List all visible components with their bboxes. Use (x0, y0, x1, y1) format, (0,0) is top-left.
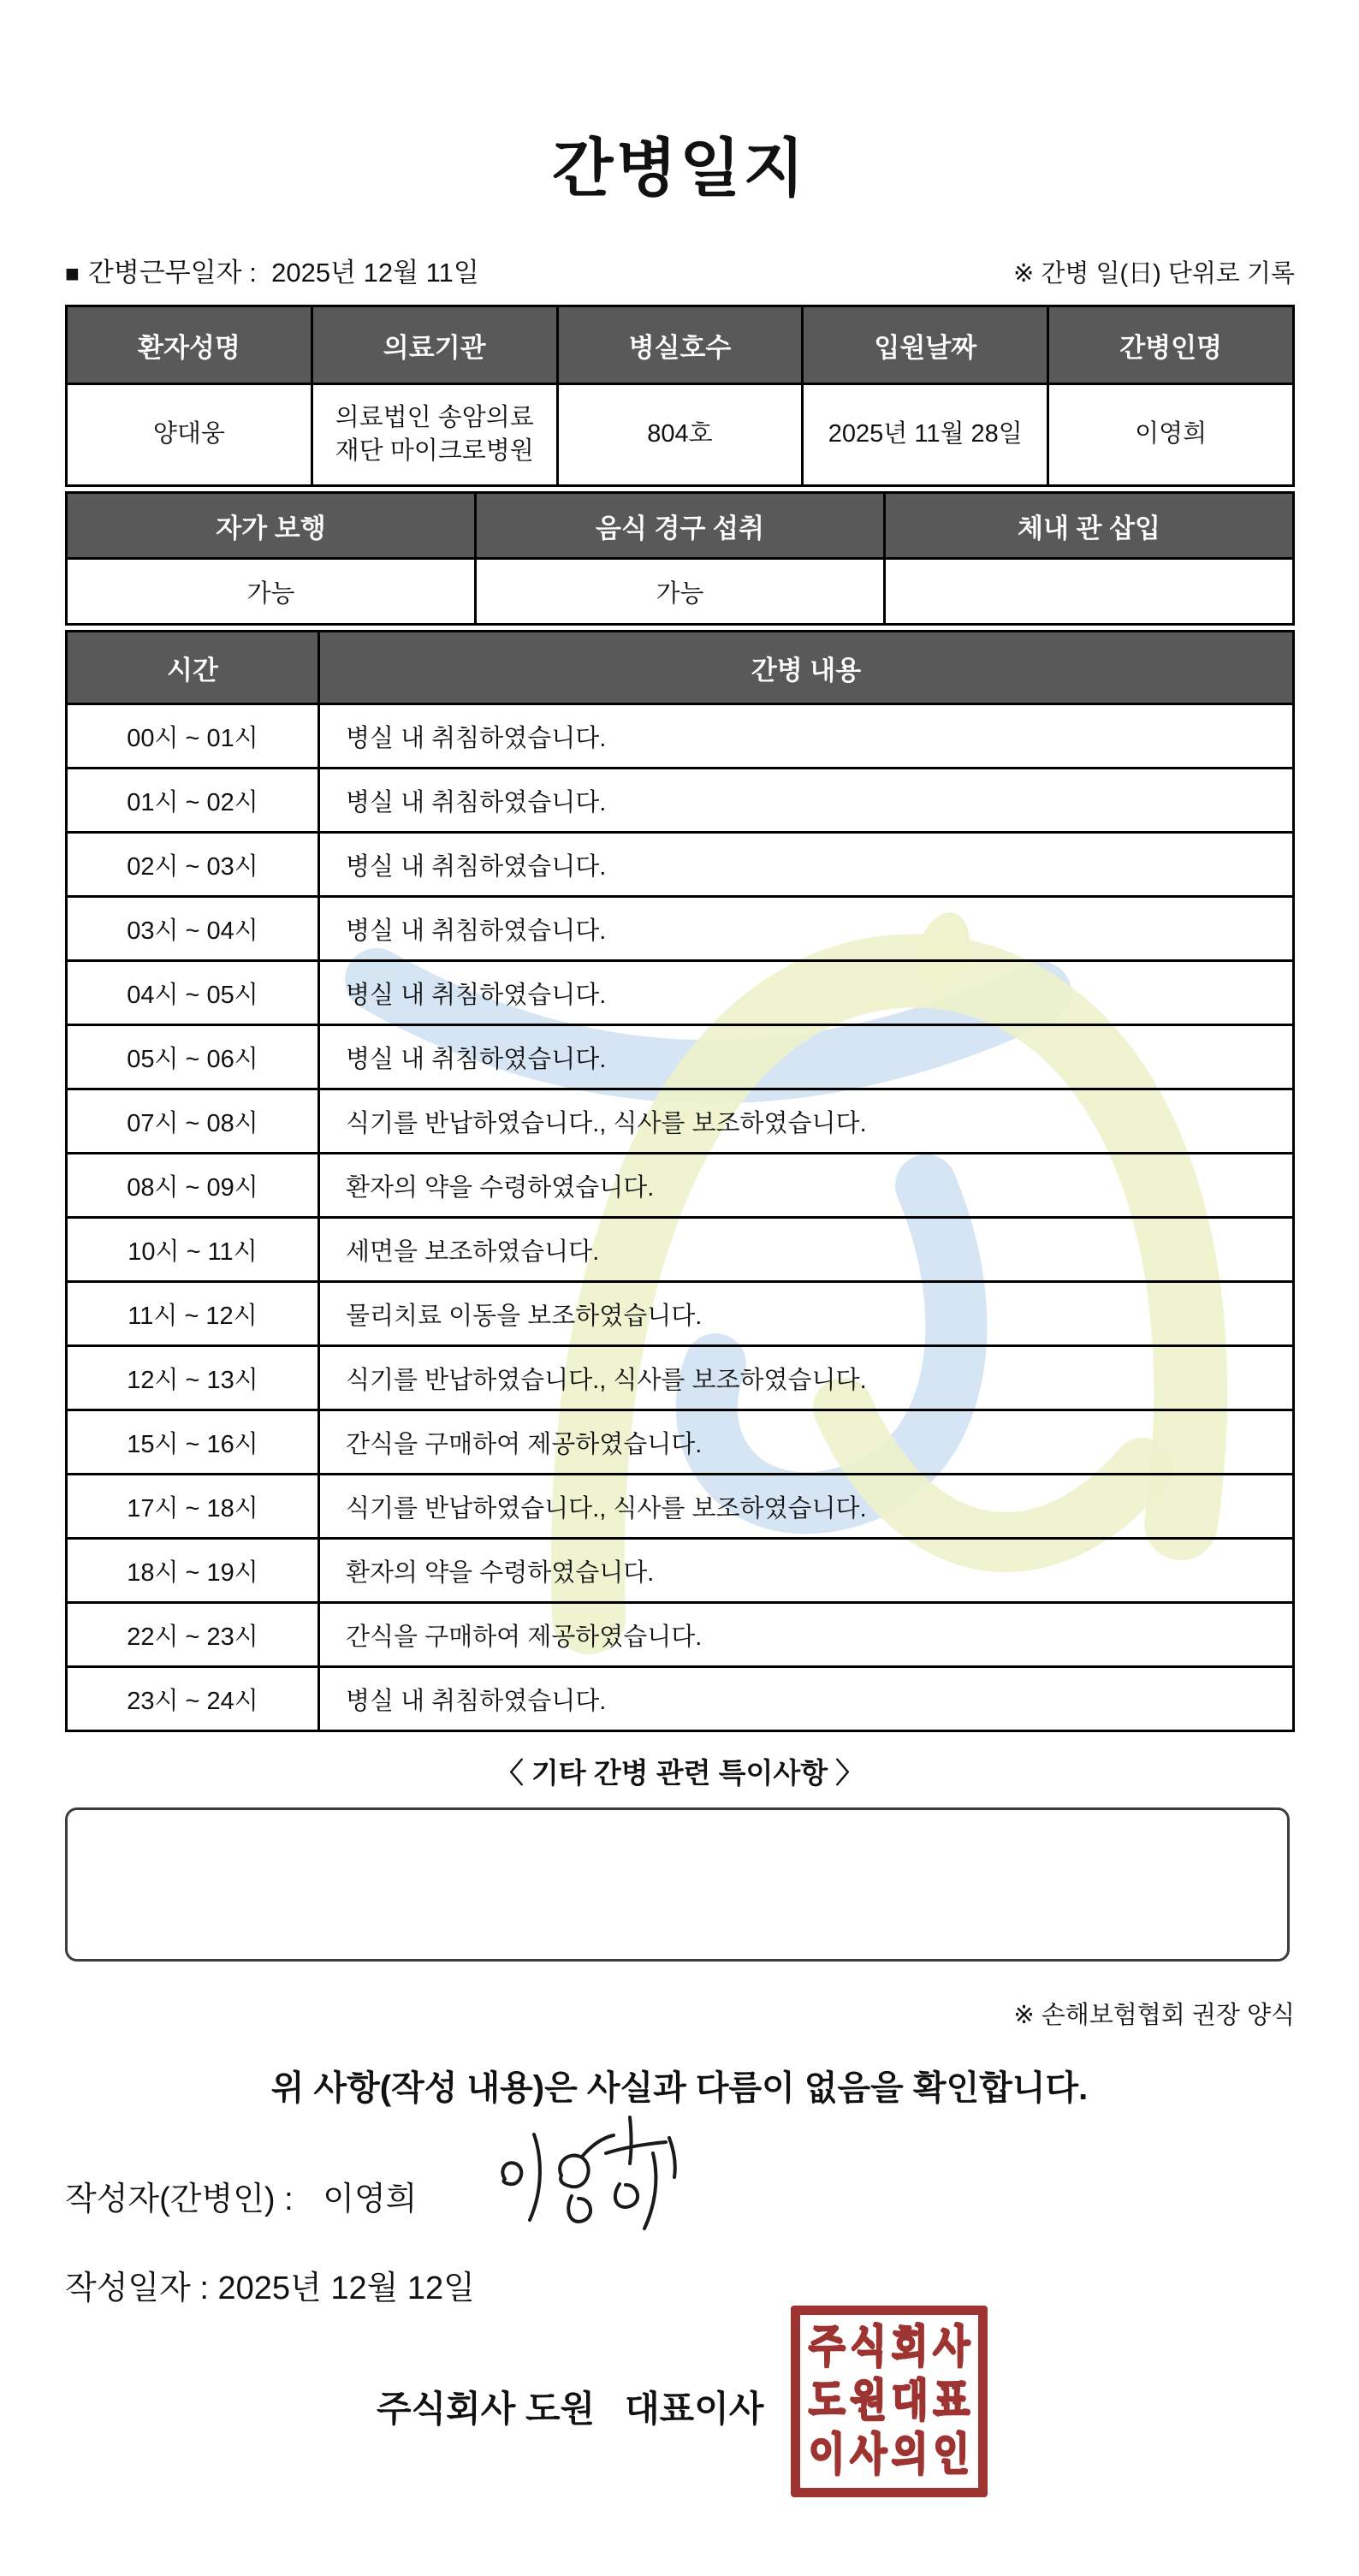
table-row (67, 1089, 1294, 1154)
table-row (67, 1154, 1294, 1218)
writer-name: 이영희 (323, 2181, 418, 2217)
patient-value-cell: 이영희 (1048, 384, 1294, 486)
seal-char: 사 (850, 2430, 887, 2480)
log-time-cell: 03시 ~ 04시 (67, 897, 319, 961)
seal-char: 회 (891, 2322, 929, 2371)
table-row (67, 1539, 1294, 1603)
colon-separator: : (249, 258, 257, 288)
table-row (67, 769, 1294, 833)
log-header-row (67, 632, 1294, 704)
log-content-cell: 식기를 반납하였습니다., 식사를 보조하였습니다. (319, 1475, 1294, 1539)
log-time-cell: 01시 ~ 02시 (67, 769, 319, 833)
status-header-cell: 자가 보행 (67, 493, 476, 559)
log-content-cell: 병실 내 취침하였습니다. (319, 833, 1294, 897)
patient-header-row (67, 306, 1294, 384)
writer-label: 작성자(간병인) : (65, 2181, 294, 2217)
table-row (67, 1410, 1294, 1475)
patient-status-table (65, 491, 1295, 626)
daily-record-note: ※ 간병 일(日) 단위로 기록 (1013, 260, 1295, 288)
log-time-cell: 08시 ~ 09시 (67, 1154, 319, 1218)
insurance-form-note: ※ 손해보험협회 권장 양식 (1013, 2002, 1295, 2029)
table-row (67, 704, 1294, 769)
table-row (67, 1218, 1294, 1282)
log-content-cell: 간식을 구매하여 제공하였습니다. (319, 1603, 1294, 1667)
care-work-date-label: 간병근무일자 (87, 258, 242, 288)
writer-row (65, 2172, 417, 2219)
seal-char: 대 (891, 2376, 929, 2426)
status-header-cell: 음식 경구 섭취 (476, 493, 885, 559)
log-content-cell: 식기를 반납하였습니다., 식사를 보조하였습니다. (319, 1089, 1294, 1154)
seal-char: 사 (933, 2322, 970, 2371)
status-value-cell (885, 559, 1294, 625)
patient-value-cell: 804호 (557, 384, 803, 486)
care-work-date-value: 2025년 12월 11일 (271, 258, 479, 288)
table-row (67, 961, 1294, 1025)
log-time-cell: 04시 ~ 05시 (67, 961, 319, 1025)
seal-char: 도 (809, 2376, 846, 2426)
special-notes-box (65, 1807, 1290, 1962)
patient-value-cell: 2025년 11월 28일 (803, 384, 1048, 486)
log-time-cell: 00시 ~ 01시 (67, 704, 319, 769)
log-header-time: 시간 (67, 632, 319, 704)
patient-header-cell: 의료기관 (312, 306, 557, 384)
log-time-cell: 05시 ~ 06시 (67, 1025, 319, 1089)
patient-value-cell: 의료법인 송암의료 재단 마이크로병원 (312, 384, 557, 486)
patient-header-cell: 간병인명 (1048, 306, 1294, 384)
log-content-cell: 병실 내 취침하였습니다. (319, 704, 1294, 769)
seal-char: 주 (809, 2322, 846, 2371)
log-time-cell: 10시 ~ 11시 (67, 1218, 319, 1282)
page-title: 간병일지 (552, 133, 807, 204)
confirmation-statement: 위 사항(작성 내용)은 사실과 다름이 없음을 확인합니다. (270, 2069, 1089, 2107)
log-content-cell: 물리치료 이동을 보조하였습니다. (319, 1282, 1294, 1346)
corporate-seal-stamp (791, 2306, 988, 2497)
log-time-cell: 22시 ~ 23시 (67, 1603, 319, 1667)
seal-char: 원 (850, 2376, 887, 2426)
log-content-cell: 병실 내 취침하였습니다. (319, 1667, 1294, 1731)
seal-text-line (809, 2430, 970, 2480)
status-value-row (67, 559, 1294, 625)
log-time-cell: 18시 ~ 19시 (67, 1539, 319, 1603)
table-row (67, 833, 1294, 897)
log-content-cell: 세면을 보조하였습니다. (319, 1218, 1294, 1282)
status-header-row (67, 493, 1294, 559)
log-content-cell: 병실 내 취침하였습니다. (319, 1025, 1294, 1089)
write-date-label: 작성일자 : (65, 2270, 209, 2306)
table-row (67, 1282, 1294, 1346)
log-content-cell: 식기를 반납하였습니다., 식사를 보조하였습니다. (319, 1346, 1294, 1410)
patient-value-cell: 양대웅 (67, 384, 312, 486)
square-bullet-icon: ■ (65, 260, 80, 287)
special-notes-heading: 〈 기타 간병 관련 특이사항 〉 (495, 1757, 864, 1789)
table-row (67, 1346, 1294, 1410)
log-time-cell: 23시 ~ 24시 (67, 1667, 319, 1731)
table-row (67, 1025, 1294, 1089)
status-value-cell: 가능 (476, 559, 885, 625)
log-content-cell: 병실 내 취침하였습니다. (319, 961, 1294, 1025)
handwritten-signature (479, 2107, 685, 2261)
log-content-cell: 환자의 약을 수령하였습니다. (319, 1154, 1294, 1218)
seal-char: 식 (850, 2322, 887, 2371)
table-row (67, 897, 1294, 961)
status-header-cell: 체내 관 삽입 (885, 493, 1294, 559)
patient-header-cell: 병실호수 (557, 306, 803, 384)
table-row (67, 1475, 1294, 1539)
company-ceo-line: 주식회사 도원 대표이사 (377, 2389, 764, 2429)
write-date-value: 2025년 12월 12일 (217, 2270, 475, 2306)
log-time-cell: 17시 ~ 18시 (67, 1475, 319, 1539)
log-time-cell: 02시 ~ 03시 (67, 833, 319, 897)
log-header-content: 간병 내용 (319, 632, 1294, 704)
log-content-cell: 병실 내 취침하였습니다. (319, 769, 1294, 833)
log-time-cell: 12시 ~ 13시 (67, 1346, 319, 1410)
table-row (67, 1603, 1294, 1667)
seal-char: 의 (891, 2430, 929, 2480)
seal-text-line (809, 2376, 970, 2426)
meta-row (65, 251, 1295, 289)
log-table-body (67, 704, 1294, 1731)
patient-info-table (65, 305, 1295, 487)
log-content-cell: 병실 내 취침하였습니다. (319, 897, 1294, 961)
log-content-cell: 환자의 약을 수령하였습니다. (319, 1539, 1294, 1603)
seal-char: 이 (809, 2430, 846, 2480)
patient-header-cell: 환자성명 (67, 306, 312, 384)
seal-text-line (809, 2322, 970, 2371)
patient-value-row (67, 384, 1294, 486)
table-row (67, 1667, 1294, 1731)
patient-header-cell: 입원날짜 (803, 306, 1048, 384)
seal-char: 표 (933, 2376, 970, 2426)
log-time-cell: 15시 ~ 16시 (67, 1410, 319, 1475)
log-time-cell: 11시 ~ 12시 (67, 1282, 319, 1346)
write-date-row (65, 2261, 475, 2308)
care-log-table (65, 630, 1295, 1732)
status-value-cell: 가능 (67, 559, 476, 625)
log-time-cell: 07시 ~ 08시 (67, 1089, 319, 1154)
care-work-date (65, 251, 479, 289)
log-content-cell: 간식을 구매하여 제공하였습니다. (319, 1410, 1294, 1475)
seal-char: 인 (933, 2430, 970, 2480)
